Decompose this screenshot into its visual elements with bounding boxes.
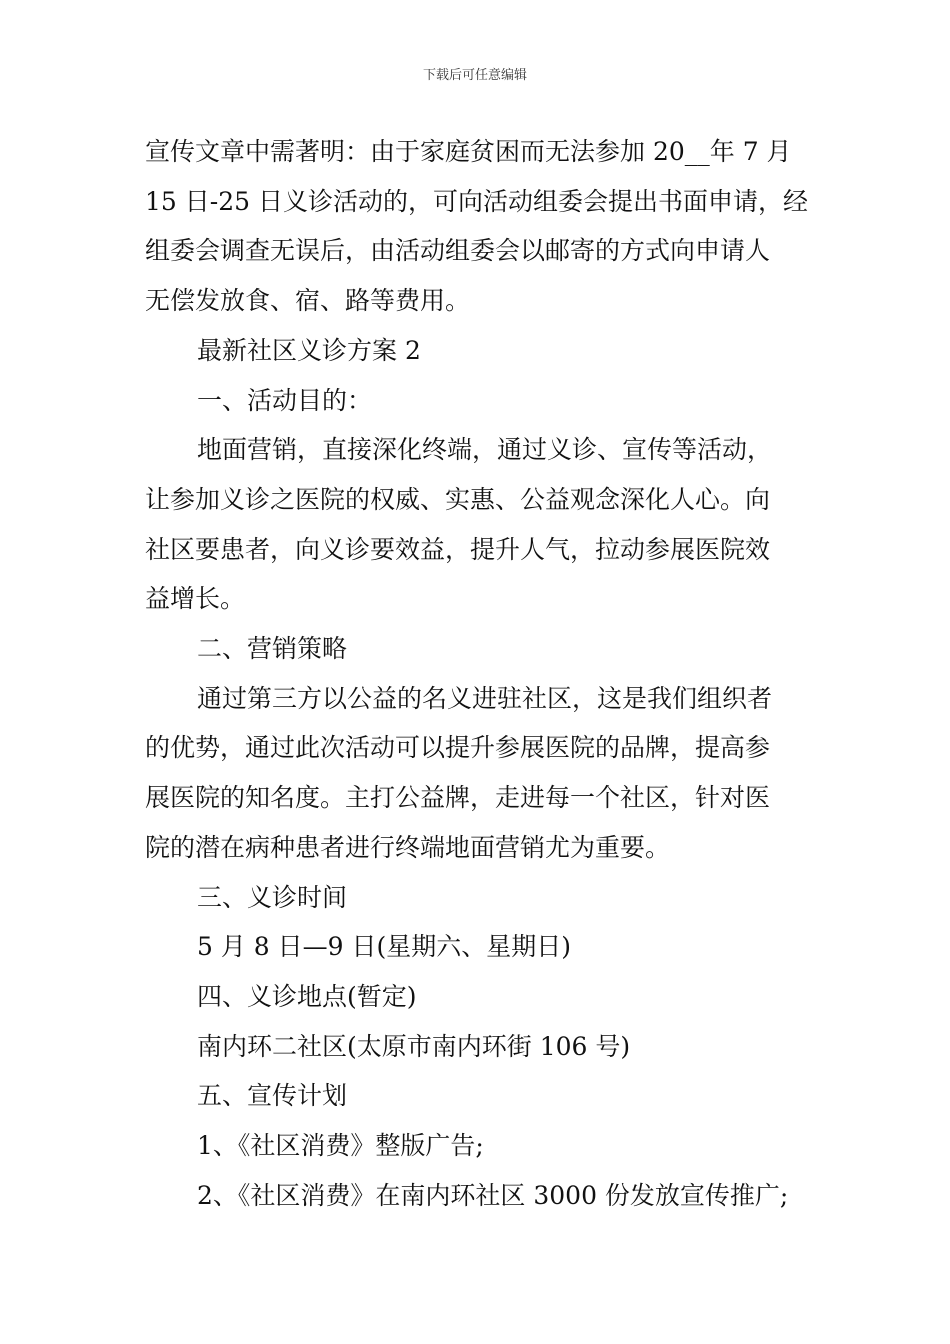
text-line: 南内环二社区(太原市南内环街 106 号) xyxy=(197,1031,631,1061)
text-line: 组委会调查无误后，由活动组委会以邮寄的方式向申请人 xyxy=(145,236,771,266)
section-heading: 一、活动目的： xyxy=(197,385,373,415)
text-line: 宣传文章中需著明：由于家庭贫困而无法参加 20__年 7 月 xyxy=(145,137,792,166)
list-item: 2、《社区消费》在南内环社区 3000 份发放宣传推广; xyxy=(197,1180,789,1210)
text-line: 展医院的知名度。主打公益牌，走进每一个社区，针对医 xyxy=(145,783,771,813)
text-line: 无偿发放食、宿、路等费用。 xyxy=(145,286,471,316)
section-title: 最新社区义诊方案 2 xyxy=(197,335,421,365)
document-body xyxy=(145,127,810,1220)
section-heading: 五、宣传计划 xyxy=(197,1081,348,1111)
text-line: 益增长。 xyxy=(145,584,246,614)
text-line: 的优势，通过此次活动可以提升参展医院的品牌，提高参 xyxy=(145,733,771,763)
section-heading: 二、营销策略 xyxy=(197,634,348,664)
text-line: 让参加义诊之医院的权威、实惠、公益观念深化人心。向 xyxy=(145,484,771,514)
section-heading: 四、义诊地点(暂定) xyxy=(197,981,417,1011)
text-line: 15 日-25 日义诊活动的，可向活动组委会提出书面申请，经 xyxy=(145,186,808,216)
page-header: 下载后可任意编辑 xyxy=(422,68,527,83)
list-item: 1、《社区消费》整版广告; xyxy=(197,1131,484,1161)
section-heading: 三、义诊时间 xyxy=(197,882,348,912)
text-line: 5 月 8 日—9 日(星期六、星期日) xyxy=(197,932,572,962)
text-line: 通过第三方以公益的名义进驻社区，这是我们组织者 xyxy=(197,683,773,713)
text-line: 社区要患者，向义诊要效益，提升人气，拉动参展医院效 xyxy=(145,534,771,564)
text-line: 地面营销，直接深化终端，通过义诊、宣传等活动， xyxy=(197,435,773,465)
text-line: 院的潜在病种患者进行终端地面营销尤为重要。 xyxy=(145,832,671,862)
